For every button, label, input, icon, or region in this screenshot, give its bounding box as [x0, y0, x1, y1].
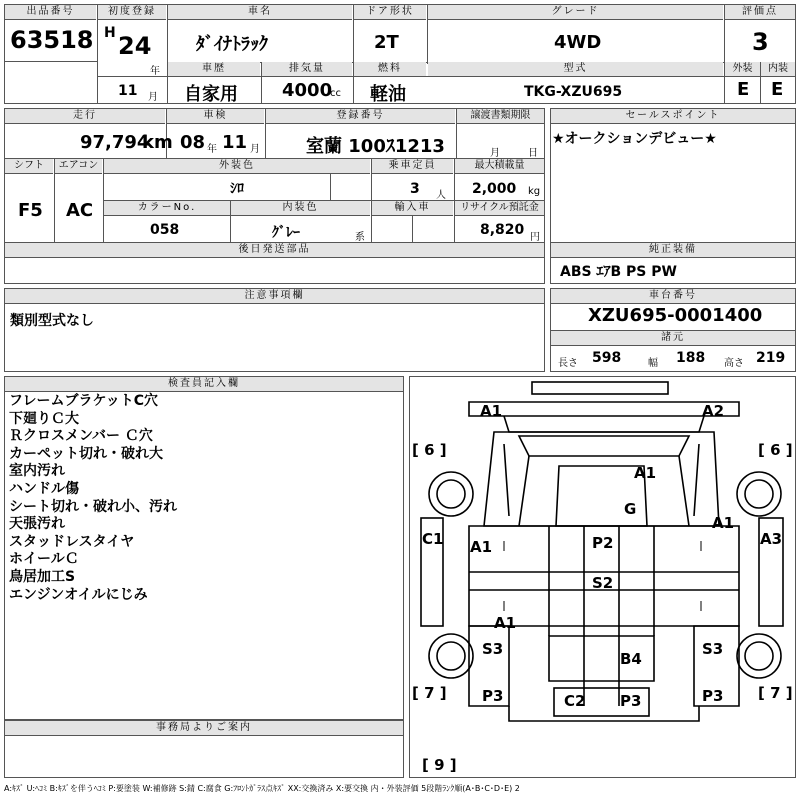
width: 188: [676, 350, 706, 366]
damage-a3-right-side: A3: [760, 530, 783, 548]
damage-p3-left: P3: [482, 687, 504, 705]
office-label: 事務局よりご案内: [5, 721, 403, 736]
sales-point-text: ★オークションデビュー★: [552, 131, 717, 147]
load-label: 最大積載量: [455, 159, 544, 174]
history: 自家用: [184, 84, 238, 105]
score: 3: [752, 28, 769, 56]
note-item: Ｒクロスメンバー Ｃ穴: [9, 428, 153, 445]
damage-s3-right: S3: [702, 640, 724, 658]
ac: AC: [66, 200, 94, 221]
color-label: 外装色: [104, 159, 370, 174]
inspector-label: 検査員記入欄: [5, 377, 403, 392]
damage-c1-left-side: C1: [422, 530, 444, 548]
bracket-7-left: [ 7 ]: [412, 684, 447, 702]
int-color-label: 内装色: [231, 201, 370, 216]
damage-p3-rear-bumper: P3: [620, 692, 642, 710]
displacement: 4000: [282, 80, 333, 101]
displacement-label: 排気量: [262, 62, 352, 77]
note-item: ハンドル傷: [9, 480, 79, 497]
damage-a1-left-rear: A1: [494, 614, 517, 632]
damage-a2-front-right: A2: [702, 402, 725, 420]
shift: F5: [18, 200, 43, 221]
model-label: 型式: [428, 62, 723, 77]
door-label: ドア形状: [354, 5, 426, 20]
width-label: 幅: [648, 358, 658, 369]
damage-s2-center: S2: [592, 574, 614, 592]
first-reg-year: 24: [118, 32, 152, 60]
note-item: エンジンオイルにじみ: [9, 586, 148, 603]
bracket-6-left: [ 6 ]: [412, 441, 447, 459]
mileage: 97,794: [80, 132, 150, 153]
equipment-label: 純正装備: [551, 243, 795, 258]
import-label: 輸入車: [372, 201, 453, 216]
color-no-label: カラーNo.: [104, 201, 230, 216]
capacity-unit: 人: [436, 190, 446, 201]
exterior-label: 外装: [725, 62, 760, 77]
int-color-unit: 系: [355, 232, 365, 243]
capacity-label: 乗車定員: [372, 159, 453, 174]
chassis-label: 車台番号: [551, 289, 795, 304]
transfer-label: 譲渡書類期限: [457, 109, 544, 124]
note-item: シート切れ・破れ小、汚れ: [9, 498, 177, 515]
bracket-6-right: [ 6 ]: [758, 441, 793, 459]
fuel: 軽油: [370, 84, 406, 105]
damage-b4-rear: B4: [620, 650, 642, 668]
lot-label: 出品番号: [5, 5, 96, 20]
model: TKG-XZU695: [524, 84, 623, 100]
ac-label: エアコン: [55, 159, 102, 174]
score-label: 評価点: [725, 5, 795, 20]
caution-label: 注意事項欄: [5, 289, 544, 304]
bracket-9: [ 9 ]: [422, 756, 457, 774]
plate-number: 室蘭 100ｽ1213: [306, 136, 445, 157]
first-reg-label: 初度登録: [98, 5, 166, 20]
damage-p2-center: P2: [592, 534, 614, 552]
transfer-day-unit: 日: [528, 148, 538, 159]
chassis-number: XZU695-0001400: [588, 305, 763, 326]
damage-a1-hood: A1: [634, 464, 657, 482]
note-item: 天張汚れ: [9, 516, 65, 533]
car-name-label: 車名: [168, 5, 352, 20]
note-item: 下廻りＣ大: [9, 410, 79, 427]
note-item: 鳥居加工S: [9, 568, 76, 585]
recycle-fee: 8,820: [480, 222, 525, 238]
year-unit: 年: [150, 66, 160, 77]
color-no: 058: [150, 222, 180, 238]
inspection-year: 08: [180, 132, 206, 153]
month-unit: 月: [148, 92, 158, 103]
load-unit: kg: [528, 186, 541, 197]
transfer-month-unit: 月: [490, 148, 500, 159]
caution-text: 類別型式なし: [10, 313, 94, 329]
height-label: 高さ: [724, 358, 744, 369]
length: 598: [592, 350, 622, 366]
inspection-year-unit: 年: [207, 144, 217, 155]
first-reg-month: 11: [118, 83, 138, 99]
damage-a1-right-front: A1: [712, 514, 735, 532]
damage-g-windshield: G: [624, 500, 637, 518]
inspection-month: 11: [222, 132, 248, 153]
specs-label: 諸元: [551, 331, 795, 346]
note-item: カーペット切れ・破れ大: [9, 445, 163, 462]
damage-c2-rear-bumper: C2: [564, 692, 586, 710]
car-name: ﾀﾞｲﾅﾄﾗｯｸ: [196, 34, 268, 55]
mileage-label: 走行: [5, 109, 165, 124]
grade: 4WD: [554, 32, 602, 53]
recycle-unit: 円: [530, 232, 540, 243]
shift-label: シフト: [5, 159, 53, 174]
history-label: 車歴: [168, 62, 260, 77]
fuel-label: 燃料: [354, 62, 426, 77]
note-item: フレームブラケットC穴: [9, 393, 159, 409]
damage-a1-left-frame: A1: [470, 538, 493, 556]
bracket-7-right: [ 7 ]: [758, 684, 793, 702]
era: H: [104, 25, 116, 41]
capacity: 3: [410, 181, 420, 197]
note-item: ホイールＣ: [9, 551, 79, 568]
length-label: 長さ: [558, 358, 578, 369]
lot-number: 63518: [10, 26, 94, 54]
door-type: 2T: [374, 32, 399, 53]
interior-label: 内装: [761, 62, 795, 77]
grade-label: グレード: [428, 5, 723, 20]
load: 2,000: [472, 181, 517, 197]
later-parts-label: 後日発送部品: [5, 243, 544, 258]
sales-point-label: セールスポイント: [551, 109, 795, 124]
damage-legend: A:ｷｽﾞ U:ﾍｺﾐ B:ｷｽﾞを伴うﾍｺﾐ P:要塗装 W:補修跡 S:錆 C:腐食 G:ﾌﾛﾝﾄｶﾞﾗｽ点ｷｽﾞ XX:交換済み X:要交換 内・外装評価 5段階ﾗﾝｸ順(A･B･C･D･E) 2: [4, 784, 520, 793]
int-color: ｸﾞﾚｰ: [272, 225, 300, 241]
note-item: 室内汚れ: [9, 463, 65, 480]
height: 219: [756, 350, 786, 366]
note-item: スタッドレスタイヤ: [9, 533, 135, 550]
inspection-label: 車検: [167, 109, 264, 124]
color: ｼﾛ: [230, 181, 244, 197]
inspector-notes: [9, 393, 177, 604]
damage-s3-left: S3: [482, 640, 504, 658]
displacement-unit: cc: [330, 88, 341, 99]
interior-grade: E: [771, 79, 784, 100]
exterior-grade: E: [737, 79, 750, 100]
equipment: ABS ｴｱB PS PW: [560, 264, 677, 280]
damage-a1-front-left: A1: [480, 402, 503, 420]
recycle-label: リサイクル預託金: [455, 201, 544, 216]
damage-p3-right: P3: [702, 687, 724, 705]
mileage-unit: km: [142, 132, 173, 153]
inspection-month-unit: 月: [250, 144, 260, 155]
plate-label: 登録番号: [266, 109, 455, 124]
